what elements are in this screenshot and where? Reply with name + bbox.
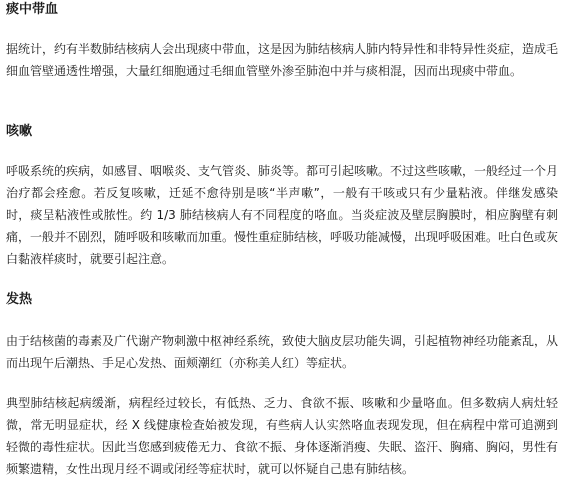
section-paragraph: 典型肺结核起病缓渐，病程经过较长，有低热、乏力、食欲不振、咳嗽和少量咯血。但多数病人病灶轻微，常无明显症状，经 X 线健康检查始被发现，有些病人认实然咯血表现发现，但在病程中常可追溯到轻微的毒性症状。因此当您感到疲倦无力、食欲不振、身体逐渐消瘦、失眠、盗汗、胸痛、胸闷，男性有频繁遗精，女性出现月经不调或闭经等症状时，就可以怀疑自己患有肺结核。 [6, 396, 559, 476]
section-heading-fever: 发热 [6, 292, 33, 307]
section-paragraph: 由于结核菌的毒素及广代谢产物刺激中枢神经系统，致使大脑皮层功能失调，引起植物神经功能紊乱，从而出现午后潮热、手足心发热、面颊潮红（亦称美人红）等症状。 [6, 334, 559, 370]
section-heading-cough: 咳嗽 [6, 124, 33, 139]
section-paragraph: 呼吸系统的疾病，如感冒、咽喉炎、支气管炎、肺炎等。都可引起咳嗽。不过这些咳嗽，一般经过一个月治疗都会痊愈。若反复咳嗽，迁延不愈待别是咳“半声嗽”，一般有干咳或只有少量粘液。伴继发感染时，痰呈粘液性或脓性。约 1/3 肺结核病人有不同程度的咯血。当炎症波及壁层胸膜时，相应胸壁有刺痛，一般并不剧烈，随呼吸和咳嗽而加重。慢性重症肺结核，呼吸功能减慢，出现呼吸困难。吐白色或灰白黏液样痰时，就要引起注意。 [6, 164, 559, 266]
section-paragraph: 据统计，约有半数肺结核病人会出现痰中带血，这是因为肺结核病人肺内特异性和非特异性炎症，造成毛细血管壁通透性增强，大量红细胞通过毛细血管壁外渗至肺泡中并与痰相混，因而出现痰中带血。 [6, 42, 559, 78]
section-heading-hemoptysis: 痰中带血 [6, 2, 59, 17]
